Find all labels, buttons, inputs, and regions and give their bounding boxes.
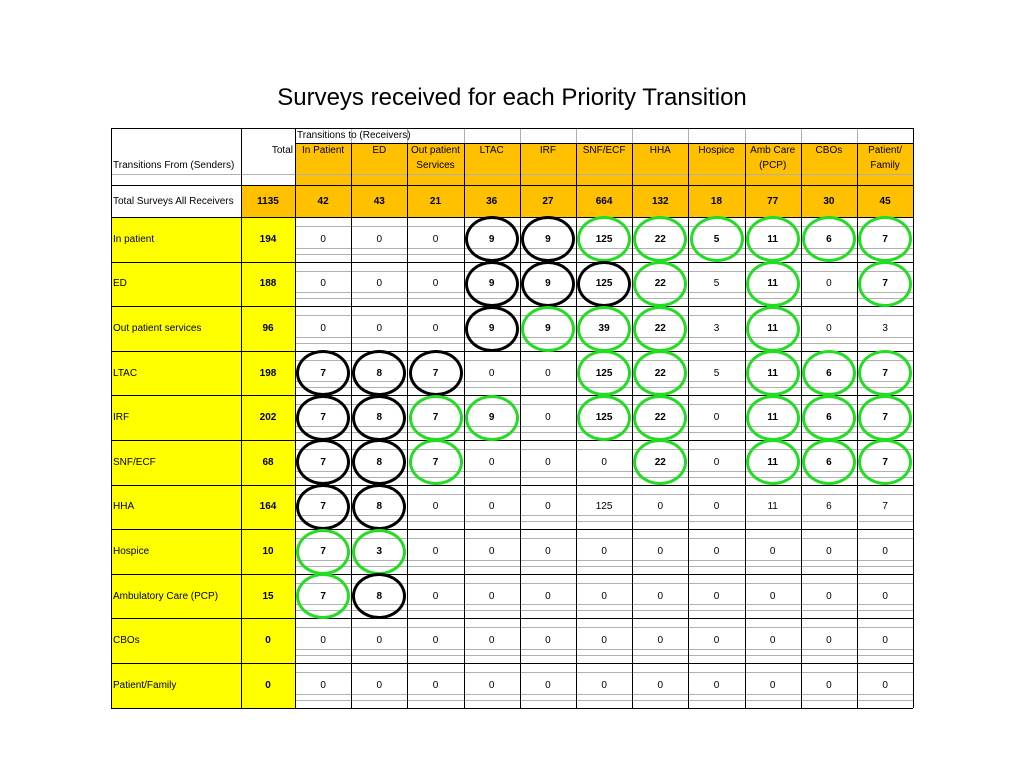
table-cell: 5 xyxy=(713,367,720,379)
table-cell: 0 xyxy=(545,635,551,647)
table-cell: 6 xyxy=(826,456,832,468)
grid-col-line xyxy=(464,128,465,143)
grid-col-line xyxy=(632,128,633,143)
table-cell: 125 xyxy=(595,412,613,424)
table-cell: 0 xyxy=(657,635,664,647)
table-cell: 0 xyxy=(657,590,664,602)
sender-row-total: 194 xyxy=(259,233,277,245)
table-cell: 6 xyxy=(826,412,832,424)
table-cell: 0 xyxy=(713,456,720,468)
totals-row-total: 1135 xyxy=(257,195,279,207)
table-cell: 0 xyxy=(488,679,495,691)
table-cell: 0 xyxy=(545,456,551,468)
table-cell: 9 xyxy=(488,412,495,424)
sender-row-total: 198 xyxy=(259,367,277,379)
sender-row-label: SNF/ECF xyxy=(113,456,156,468)
table-cell: 7 xyxy=(320,456,326,468)
sender-row-label: Ambulatory Care (PCP) xyxy=(113,590,219,602)
table-cell: 0 xyxy=(488,501,495,513)
page-title: Surveys received for each Priority Transition xyxy=(277,84,747,111)
totals-row-value: 42 xyxy=(317,195,329,207)
column-header-line2 xyxy=(632,158,688,173)
column-header-line2 xyxy=(520,158,576,173)
table-cell: 22 xyxy=(654,412,666,424)
sender-row-label: Patient/Family xyxy=(113,679,177,691)
table-cell: 0 xyxy=(882,679,888,691)
column-header-line2: Family xyxy=(870,160,900,171)
table-cell: 0 xyxy=(488,367,495,379)
grid-vline xyxy=(913,128,914,708)
table-cell: 0 xyxy=(826,590,832,602)
table-cell: 0 xyxy=(826,545,832,557)
table-cell: 0 xyxy=(488,456,495,468)
sender-row-total: 202 xyxy=(259,412,277,424)
column-header-line1: Patient/ xyxy=(868,145,903,156)
table-cell: 11 xyxy=(767,278,778,290)
grid-col-line xyxy=(745,128,746,143)
grid-hline xyxy=(111,708,913,709)
table-cell: 0 xyxy=(826,635,832,647)
table-cell: 0 xyxy=(713,412,720,424)
column-header-line1: SNF/ECF xyxy=(582,145,626,156)
grid-col-line xyxy=(857,128,858,143)
table-cell: 8 xyxy=(376,412,383,424)
table-cell: 11 xyxy=(767,412,778,424)
table-cell: 0 xyxy=(657,545,664,557)
table-cell: 0 xyxy=(713,545,720,557)
grid-col-line xyxy=(688,128,689,143)
table-cell: 0 xyxy=(376,679,383,691)
table-cell: 3 xyxy=(376,545,383,557)
table-cell: 9 xyxy=(488,233,495,245)
table-cell: 0 xyxy=(488,590,495,602)
column-header-line1: Amb Care xyxy=(750,145,796,156)
table-cell: 0 xyxy=(545,367,551,379)
sender-row-label: LTAC xyxy=(113,367,138,379)
table-cell: 0 xyxy=(882,545,888,557)
table-cell: 0 xyxy=(545,590,551,602)
table-cell: 0 xyxy=(601,635,607,647)
sender-row-total: 188 xyxy=(259,278,277,290)
table-cell: 11 xyxy=(767,367,778,379)
sender-row-label: CBOs xyxy=(113,635,140,647)
table-cell: 0 xyxy=(320,278,326,290)
totals-row-value: 18 xyxy=(710,195,723,207)
table-cell: 8 xyxy=(376,456,383,468)
table-cell: 7 xyxy=(320,367,326,379)
totals-row-label: Total Surveys All Receivers xyxy=(113,195,234,207)
table-cell: 0 xyxy=(601,590,607,602)
table-cell: 0 xyxy=(769,590,776,602)
sender-row-total: 96 xyxy=(262,322,274,334)
table-cell: 22 xyxy=(654,322,666,334)
sender-row-label: ED xyxy=(113,278,127,290)
table-cell: 8 xyxy=(376,501,383,513)
table-cell: 7 xyxy=(320,545,326,557)
table-cell: 0 xyxy=(882,590,888,602)
table-cell: 0 xyxy=(545,679,551,691)
table-cell: 0 xyxy=(432,545,439,557)
totals-row-value: 43 xyxy=(373,195,385,207)
sender-row-label: Out patient services xyxy=(113,322,202,334)
total-header-label: Total xyxy=(271,145,293,156)
table-cell: 22 xyxy=(654,367,666,379)
table-cell: 0 xyxy=(488,635,495,647)
table-cell: 11 xyxy=(767,501,778,513)
table-cell: 125 xyxy=(595,501,613,513)
table-cell: 0 xyxy=(432,635,439,647)
column-header-line1: LTAC xyxy=(479,145,504,156)
table-cell: 0 xyxy=(713,501,720,513)
totals-row-value: 45 xyxy=(879,195,891,207)
table-cell: 8 xyxy=(376,590,383,602)
table-cell: 9 xyxy=(545,233,551,245)
column-header-line1: IRF xyxy=(539,145,556,156)
sender-row-label: IRF xyxy=(113,412,130,424)
column-header-line1: CBOs xyxy=(815,145,843,156)
grid-col-line xyxy=(520,128,521,143)
table-cell: 7 xyxy=(432,456,439,468)
table-cell: 0 xyxy=(432,233,439,245)
table-cell: 0 xyxy=(826,278,832,290)
receivers-group-label: Transitions to (Receivers) xyxy=(297,130,411,141)
column-header-line2: Services xyxy=(416,160,455,171)
table-cell: 0 xyxy=(320,679,326,691)
grid-hline xyxy=(111,128,913,129)
table-cell: 0 xyxy=(657,679,664,691)
table-cell: 6 xyxy=(826,501,832,513)
table-cell: 0 xyxy=(769,635,776,647)
totals-row-value: 30 xyxy=(823,195,835,207)
table-cell: 11 xyxy=(767,456,778,468)
table-cell: 22 xyxy=(654,233,666,245)
table-cell: 0 xyxy=(320,233,326,245)
table-cell: 0 xyxy=(320,635,326,647)
table-cell: 0 xyxy=(320,322,326,334)
table-cell: 22 xyxy=(654,456,666,468)
table-cell: 8 xyxy=(376,367,383,379)
grid-col-line xyxy=(801,128,802,143)
table-cell: 0 xyxy=(488,545,495,557)
sender-row-label: HHA xyxy=(113,501,135,513)
table-cell: 0 xyxy=(601,545,607,557)
table-cell: 9 xyxy=(488,322,495,334)
grid-col-line xyxy=(576,128,577,143)
table-cell: 0 xyxy=(657,501,664,513)
totals-row-value: 36 xyxy=(486,195,498,207)
totals-row-value: 132 xyxy=(651,195,669,207)
table-cell: 0 xyxy=(432,501,439,513)
senders-label: Transitions From (Senders) xyxy=(113,160,235,171)
column-header-line1: HHA xyxy=(649,145,671,156)
table-cell: 39 xyxy=(598,322,610,334)
table-cell: 0 xyxy=(769,545,776,557)
table-cell: 0 xyxy=(545,412,551,424)
table-cell: 0 xyxy=(432,590,439,602)
table-cell: 0 xyxy=(713,635,720,647)
table-cell: 0 xyxy=(376,635,383,647)
table-cell: 0 xyxy=(769,679,776,691)
table-cell: 0 xyxy=(545,545,551,557)
table-cell: 9 xyxy=(488,278,495,290)
table-cell: 7 xyxy=(432,412,439,424)
column-header-line1: Out patient xyxy=(411,145,460,156)
table-cell: 0 xyxy=(376,322,383,334)
grid-subline xyxy=(111,174,913,175)
column-header-line1: ED xyxy=(372,145,387,156)
table-cell: 0 xyxy=(882,635,888,647)
table-cell: 7 xyxy=(882,367,888,379)
table-cell: 7 xyxy=(882,278,888,290)
table-cell: 7 xyxy=(882,412,888,424)
table-cell: 125 xyxy=(595,233,613,245)
table-cell: 9 xyxy=(545,278,551,290)
table-cell: 0 xyxy=(376,233,383,245)
table-cell: 0 xyxy=(826,322,832,334)
table-cell: 0 xyxy=(826,679,832,691)
sender-row-total: 0 xyxy=(265,635,271,647)
column-header-line2: (PCP) xyxy=(759,160,787,171)
table-cell: 7 xyxy=(882,501,888,513)
table-cell: 6 xyxy=(826,233,832,245)
sender-row-total: 68 xyxy=(262,456,274,468)
table-cell: 0 xyxy=(713,679,720,691)
table-cell: 7 xyxy=(320,590,326,602)
table-cell: 0 xyxy=(432,278,439,290)
sender-row-label: Hospice xyxy=(113,545,150,557)
table-cell: 22 xyxy=(654,278,666,290)
column-header-line2 xyxy=(464,158,520,173)
column-header-line2 xyxy=(295,158,351,173)
totals-row-value: 77 xyxy=(767,195,779,207)
table-cell: 7 xyxy=(320,412,326,424)
table-cell: 0 xyxy=(545,501,551,513)
table-cell: 6 xyxy=(826,367,832,379)
table-cell: 0 xyxy=(432,679,439,691)
table-cell: 0 xyxy=(601,679,607,691)
totals-row-value: 21 xyxy=(429,195,442,207)
table-cell: 0 xyxy=(432,322,439,334)
table-cell: 7 xyxy=(882,456,888,468)
column-header-line2 xyxy=(688,158,744,173)
table-cell: 0 xyxy=(376,278,383,290)
sender-row-total: 15 xyxy=(262,590,274,602)
table-cell: 11 xyxy=(767,233,778,245)
table-cell: 5 xyxy=(713,278,720,290)
table-cell: 9 xyxy=(545,322,551,334)
sender-row-label: In patient xyxy=(113,233,155,245)
column-header-line1: Hospice xyxy=(698,145,735,156)
column-header-line1: In Patient xyxy=(301,145,345,156)
sender-row-total: 0 xyxy=(265,679,271,691)
table-cell: 7 xyxy=(432,367,439,379)
table-cell: 11 xyxy=(767,322,778,334)
table-cell: 7 xyxy=(882,233,888,245)
column-header-line2 xyxy=(576,158,632,173)
column-header-line2 xyxy=(801,158,857,173)
totals-row-value: 664 xyxy=(595,195,613,207)
table-cell: 0 xyxy=(601,456,607,468)
sender-row-total: 10 xyxy=(262,545,274,557)
table-cell: 125 xyxy=(595,367,613,379)
sender-row-total: 164 xyxy=(259,501,277,513)
table-cell: 5 xyxy=(713,233,720,245)
table-cell: 125 xyxy=(595,278,613,290)
table-cell: 3 xyxy=(882,322,888,334)
table-cell: 3 xyxy=(713,322,720,334)
table-cell: 7 xyxy=(320,501,326,513)
totals-row-value: 27 xyxy=(542,195,554,207)
table-cell: 0 xyxy=(713,590,720,602)
column-header-line2 xyxy=(351,158,407,173)
